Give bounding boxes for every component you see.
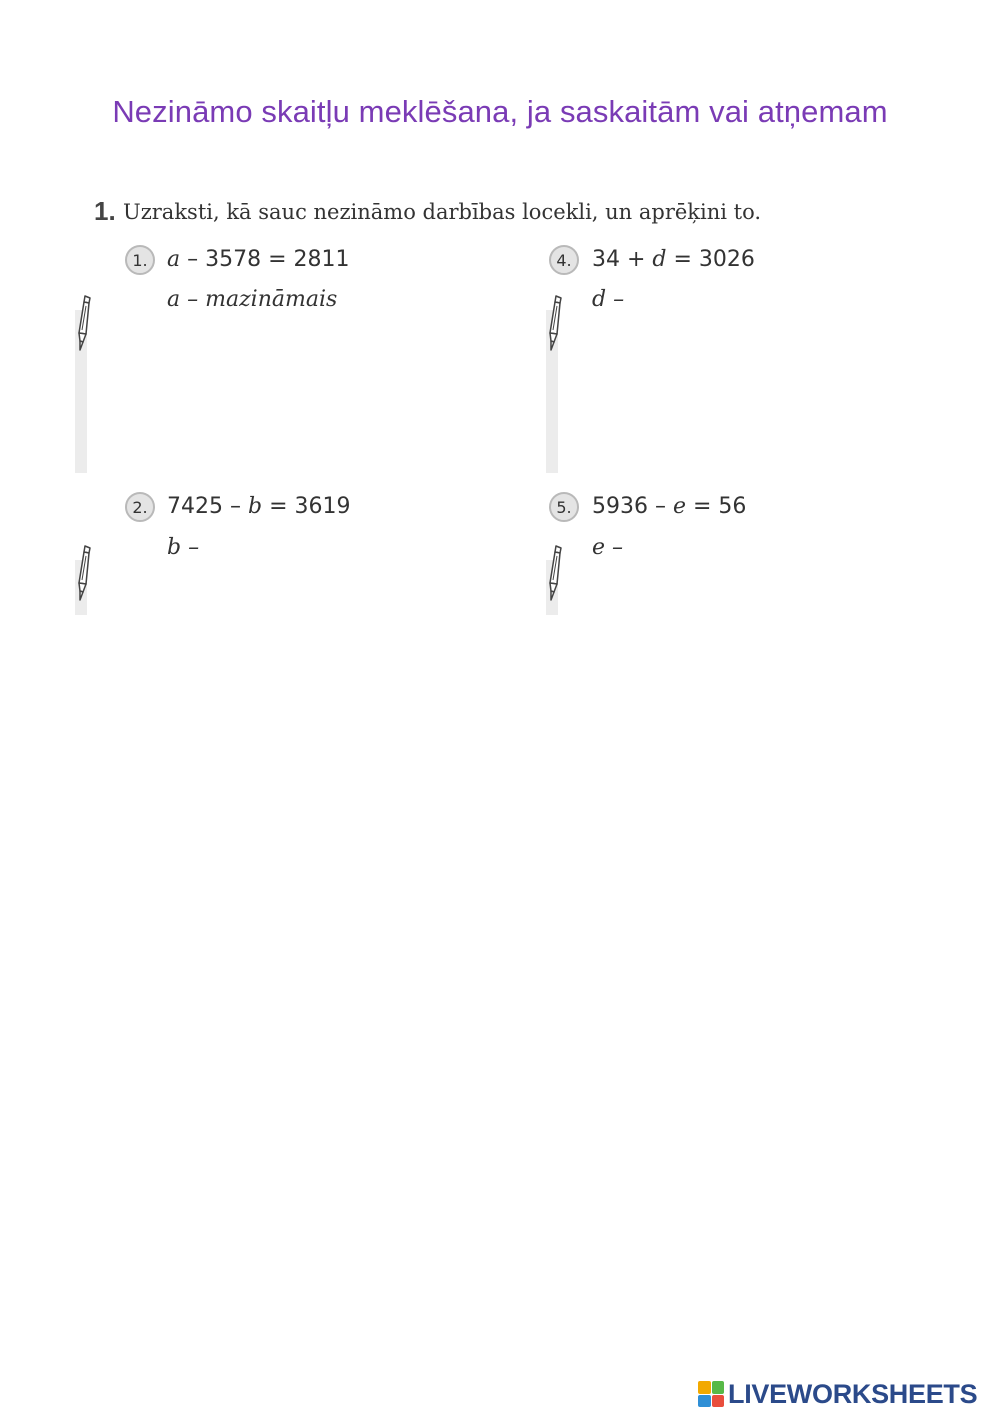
page-title: Nezināmo skaitļu meklēšana, ja saskaitām vai atņemam xyxy=(112,94,888,129)
exercise-equation-4 xyxy=(592,247,755,272)
equation-variable: b xyxy=(247,494,263,519)
logo-mark-icon xyxy=(698,1381,724,1407)
exercise-equation-5 xyxy=(592,494,746,519)
equation-rest: – 3578 = 2811 xyxy=(180,247,350,272)
pen-icon xyxy=(539,294,567,354)
equation-prefix: 34 + xyxy=(592,247,653,272)
exercise-answer-2[interactable]: b – xyxy=(167,535,200,560)
exercise-answer-5[interactable]: e – xyxy=(592,535,624,560)
equation-variable: d xyxy=(652,247,667,272)
task-number: 1. xyxy=(94,196,116,226)
pen-icon xyxy=(539,544,567,604)
exercise-badge-5: 5. xyxy=(549,492,579,522)
logo-square xyxy=(712,1381,725,1394)
exercise-answer-1[interactable]: a – mazināmais xyxy=(167,287,338,312)
equation-variable: a xyxy=(167,247,181,272)
exercise-equation-2 xyxy=(167,494,351,519)
exercise-answer-4[interactable]: d – xyxy=(592,287,625,312)
equation-rest: = 3026 xyxy=(666,247,755,272)
equation-prefix: 7425 – xyxy=(167,494,248,519)
logo-square xyxy=(712,1395,725,1408)
logo-square xyxy=(698,1395,711,1408)
exercise-badge-1: 1. xyxy=(125,245,155,275)
equation-variable: e xyxy=(672,494,687,519)
exercise-equation-1 xyxy=(167,247,350,272)
logo-text: LIVEWORKSHEETS xyxy=(728,1378,978,1409)
exercise-badge-2: 2. xyxy=(125,492,155,522)
pen-icon xyxy=(68,544,96,604)
liveworksheets-logo xyxy=(698,1379,977,1409)
logo-square xyxy=(698,1381,711,1394)
equation-prefix: 5936 – xyxy=(592,494,673,519)
task-instruction: Uzraksti, kā sauc nezināmo darbības locekli, un aprēķini to. xyxy=(123,200,762,224)
pen-icon xyxy=(68,294,96,354)
equation-rest: = 56 xyxy=(686,494,747,519)
exercise-badge-4: 4. xyxy=(549,245,579,275)
equation-rest: = 3619 xyxy=(262,494,351,519)
